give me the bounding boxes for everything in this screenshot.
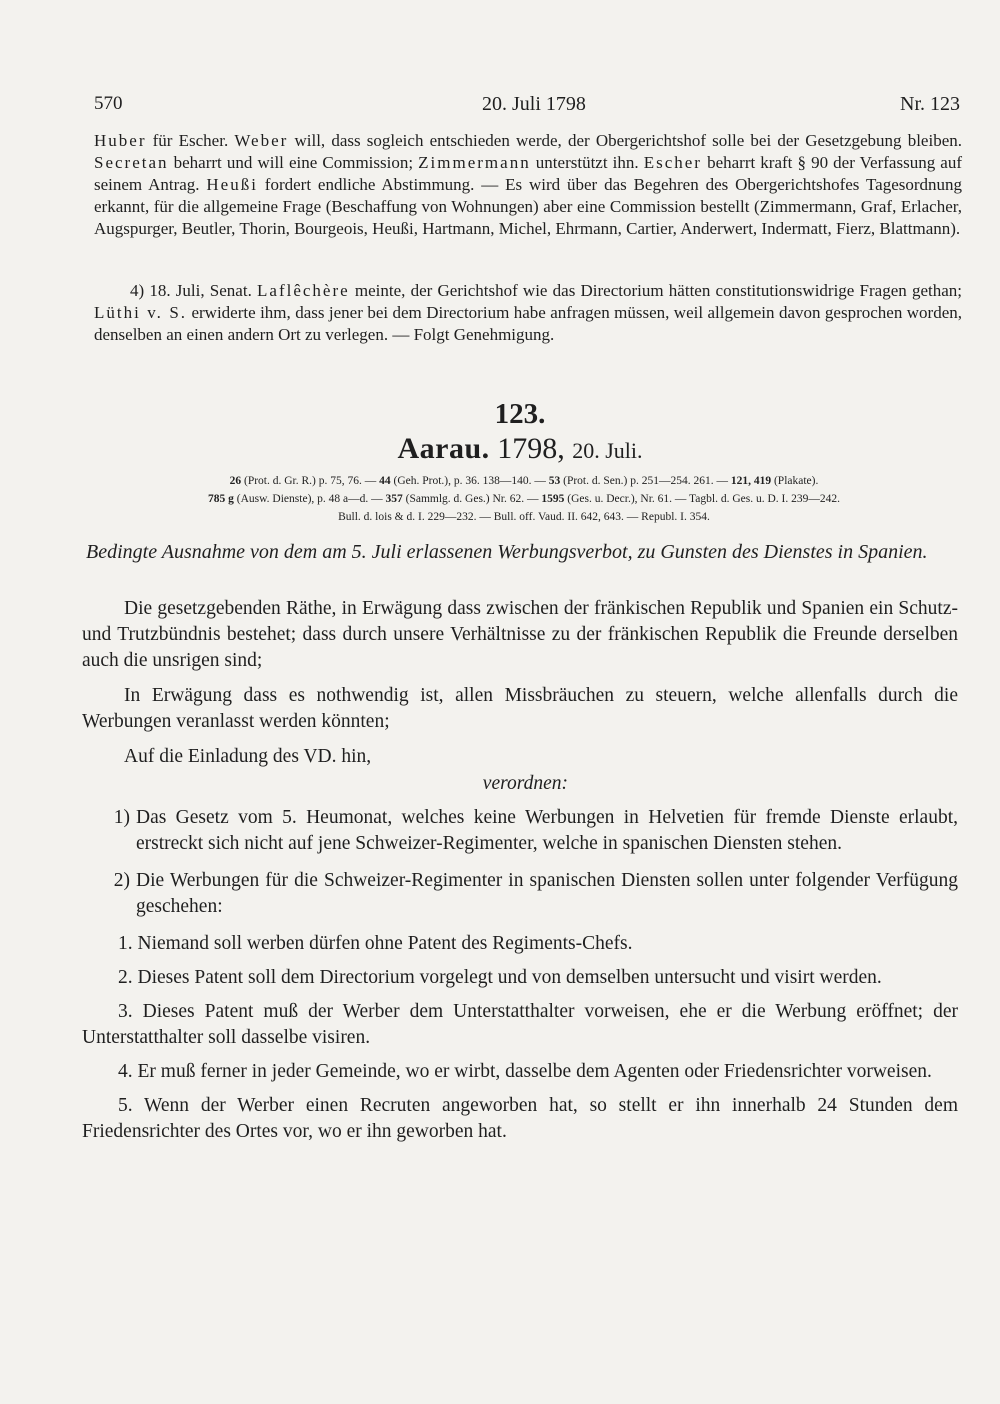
sub-article: 5. Wenn der Werber einen Recruten angeworben hat, so stellt er ihn innerhalb 24 Stunden dem Friedensrichter des Ortes vor, wo er ihn geworben hat. bbox=[82, 1095, 958, 1142]
speaker-name: Weber bbox=[234, 131, 289, 150]
entry-rubric: Bedingte Ausnahme von dem am 5. Juli erlassenen Werbungsverbot, zu Gunsten des Dienstes in Spanien. bbox=[86, 541, 928, 563]
entry-year: 1798, bbox=[497, 432, 565, 465]
article-number: 2) bbox=[113, 870, 130, 891]
speaker-name: Lüthi v. S. bbox=[94, 303, 188, 322]
article-text: Das Gesetz vom 5. Heumonat, welches keine Werbungen in Helvetien für fremde Dienste erlaubt, erstreckt sich nicht auf jene Schweizer-Regimenter, welche in spanischen Diensten stehen. bbox=[136, 807, 958, 854]
header-entry-number: Nr. 123 bbox=[900, 93, 960, 115]
continuation-block bbox=[94, 130, 962, 240]
header-date: 20. Juli 1798 bbox=[482, 93, 586, 115]
entry-number: 123. bbox=[494, 398, 546, 430]
speaker-name: Escher bbox=[643, 153, 702, 172]
senate-paragraph: 4) 18. Juli, Senat. Laflêchère meinte, der Gerichtshof wie das Directorium hätten constitutionswidrige Fragen gethan; Lüthi v. S. erwiderte ihm, dass jener bei dem Directorium habe anfragen müssen, weil allgemein davon gesprochen worden, denselben an einen andern Ort zu verlegen. — Folgt Genehmigung. bbox=[94, 281, 962, 344]
law-paragraph: Die gesetzgebenden Räthe, in Erwägung dass zwischen der fränkischen Republik und Spanien ein Schutz- und Trutzbündnis bestehet; dass durch unsere Verhältnisse zu der fränkischen Republik die Freunde derselben auch die unsrigen sind; bbox=[82, 598, 958, 671]
speaker-name: Secretan bbox=[94, 153, 169, 172]
source-references bbox=[124, 472, 924, 526]
speaker-name: Zimmermann bbox=[418, 153, 531, 172]
source-line: 785 g (Ausw. Dienste), p. 48 a—d. — 357 (Sammlg. d. Ges.) Nr. 62. — 1595 (Ges. u. Decr.), Nr. 61. — Tagbl. d. Ges. u. D. I. 239—242. bbox=[208, 493, 840, 505]
speaker-name: Heußi bbox=[206, 175, 258, 194]
sub-article: 4. Er muß ferner in jeder Gemeinde, wo er wirbt, dasselbe dem Agenten oder Friedensrichter vorweisen. bbox=[118, 1061, 932, 1082]
entry-date: 20. Juli. bbox=[572, 438, 643, 463]
source-line: 26 (Prot. d. Gr. R.) p. 75, 76. — 44 (Geh. Prot.), p. 36. 138—140. — 53 (Prot. d. Sen.) p. 251—254. 261. — 121, 419 (Plakate). bbox=[229, 475, 819, 487]
sub-article: 2. Dieses Patent soll dem Directorium vorgelegt und von demselben untersucht und visirt werden. bbox=[118, 967, 882, 988]
source-line: Bull. d. lois & d. I. 229—232. — Bull. off. Vaud. II. 642, 643. — Republ. I. 354. bbox=[338, 511, 710, 523]
article-1 bbox=[82, 805, 958, 857]
article-text: Die Werbungen für die Schweizer-Regimenter in spanischen Diensten sollen unter folgender Verfügung geschehen: bbox=[136, 870, 958, 917]
sub-article: 1. Niemand soll werben dürfen ohne Patent des Regiments-Chefs. bbox=[118, 933, 633, 954]
law-paragraph: In Erwägung dass es nothwendig ist, allen Missbräuchen zu steuern, welche allenfalls durch die Werbungen veranlasst werden könnten; bbox=[82, 685, 958, 732]
verordnen-line: verordnen: bbox=[482, 773, 568, 794]
running-head bbox=[94, 93, 960, 123]
senate-block bbox=[94, 280, 962, 346]
law-text bbox=[82, 596, 958, 1153]
entry-place: Aarau. bbox=[397, 432, 490, 465]
law-paragraph: Auf die Einladung des VD. hin, bbox=[124, 746, 372, 767]
speaker-name: Laflêchère bbox=[257, 281, 350, 300]
continuation-paragraph: Huber für Escher. Weber will, dass sogleich entschieden werde, der Obergerichtshof solle bei der Gesetzgebung bleiben. Secretan beharrt und will eine Commission; Zimmermann unterstützt ihn. Escher beharrt kraft § 90 der Verfassung auf seinem Antrag. Heußi fordert endliche Abstimmung. — Es wird über das Begehren des Obergerichtshofes Tagesordnung erkannt, für die allgemeine Frage (Beschaffung von Wohnungen) aber eine Commission bestellt (Zimmermann, Graf, Erlacher, Augspurger, Beutler, Thorin, Bourgeois, Heußi, Hartmann, Michel, Ehrmann, Cartier, Anderwert, Indermatt, Fierz, Blattmann). bbox=[94, 131, 963, 238]
speaker-name: Huber bbox=[94, 131, 147, 150]
sub-article: 3. Dieses Patent muß der Werber dem Unterstatthalter vorweisen, ehe er die Werbung eröffnet; der Unterstatthalter soll dasselbe visiren. bbox=[82, 1001, 958, 1048]
page-number: 570 bbox=[94, 93, 123, 114]
article-2 bbox=[82, 868, 958, 920]
article-number: 1) bbox=[113, 807, 130, 828]
entry-heading bbox=[0, 432, 1000, 466]
